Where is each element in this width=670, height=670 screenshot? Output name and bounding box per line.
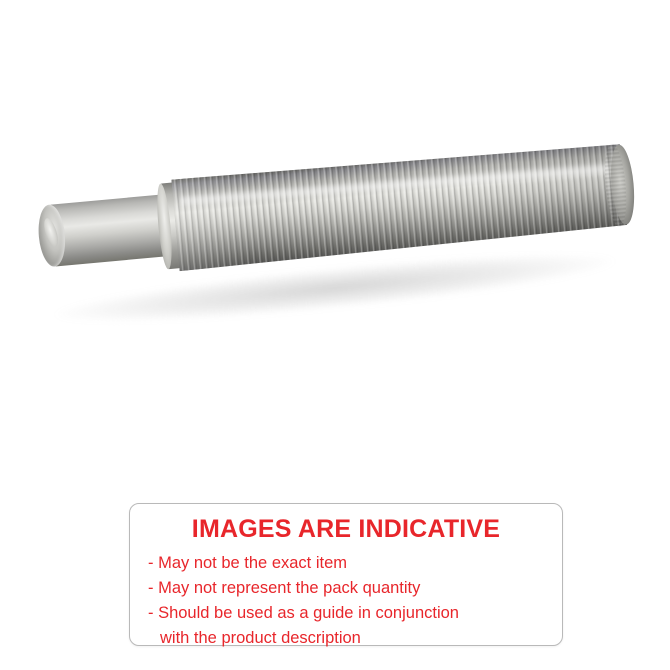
notice-list — [130, 551, 562, 651]
indicative-notice-box — [129, 503, 563, 646]
list-item: with the product description — [160, 629, 361, 647]
list-item: - May not represent the pack quantity — [148, 579, 421, 597]
list-item: - Should be used as a guide in conjunction — [148, 604, 459, 622]
notice-title: IMAGES ARE INDICATIVE — [191, 515, 501, 543]
list-item: - May not be the exact item — [148, 554, 348, 572]
